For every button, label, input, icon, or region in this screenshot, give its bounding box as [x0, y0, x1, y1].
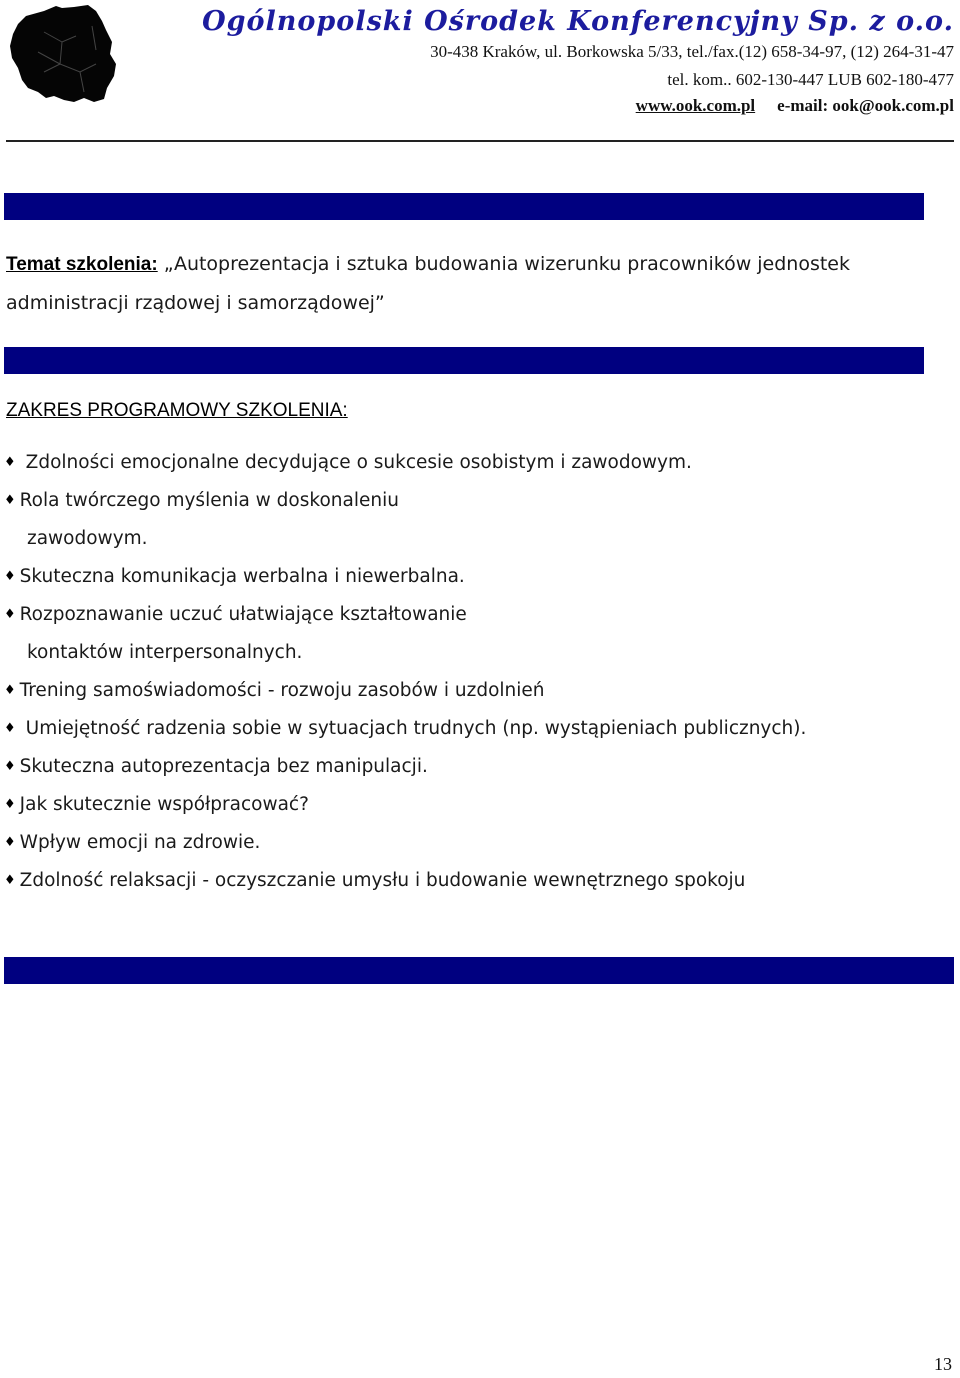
mobile-phones-line: tel. kom.. 602-130-447 LUB 602-180-477: [667, 70, 954, 89]
topic-label: Temat szkolenia:: [6, 254, 158, 275]
address-line: 30-438 Kraków, ul. Borkowska 5/33, tel./fax.(12) 658-34-97, (12) 264-31-47: [430, 42, 954, 61]
diamond-bullet-icon: ♦: [4, 759, 16, 774]
poland-map-icon: [4, 2, 122, 110]
email-address[interactable]: e-mail: ook@ook.com.pl: [777, 96, 954, 115]
list-item: ♦ Zdolność relaksacji - oczyszczanie umysłu i budowanie wewnętrznego spokoju: [4, 870, 746, 891]
website-link[interactable]: www.ook.com.pl: [635, 96, 756, 115]
list-item: ♦ Rola twórczego myślenia w doskonaleniu: [4, 490, 399, 511]
list-item: ♦ Zdolności emocjonalne decydujące o sukcesie osobistym i zawodowym.: [4, 452, 692, 473]
diamond-bullet-icon: ♦: [4, 683, 16, 698]
header-divider: [6, 140, 954, 142]
organization-name: Ogólnopolski Ośrodek Konferencyjny Sp. z o.o.: [202, 6, 954, 37]
list-item-continuation: zawodowym.: [27, 528, 148, 549]
diamond-bullet-icon: ♦: [4, 835, 16, 850]
list-item: ♦ Skuteczna autoprezentacja bez manipulacji.: [4, 756, 428, 777]
diamond-bullet-icon: ♦: [4, 607, 16, 622]
accent-bar: [4, 957, 954, 984]
diamond-bullet-icon: ♦: [4, 455, 16, 470]
program-list: [4, 444, 944, 900]
accent-bar: [4, 193, 924, 220]
list-item: ♦ Umiejętność radzenia sobie w sytuacjach trudnych (np. wystąpieniach publicznych).: [4, 718, 807, 739]
list-item: ♦ Trening samoświadomości - rozwoju zasobów i uzdolnień: [4, 680, 545, 701]
topic-text: „Autoprezentacja i sztuka budowania wizerunku pracowników jednostek administracji rządowej i samorządowej”: [6, 253, 851, 314]
list-item: ♦ Skuteczna komunikacja werbalna i niewerbalna.: [4, 566, 465, 587]
accent-bar: [4, 347, 924, 374]
list-item: ♦ Jak skutecznie współpracować?: [4, 794, 309, 815]
diamond-bullet-icon: ♦: [4, 873, 16, 888]
training-topic: [6, 245, 946, 322]
diamond-bullet-icon: ♦: [4, 493, 16, 508]
list-item: ♦ Rozpoznawanie uczuć ułatwiające kształtowanie: [4, 604, 467, 625]
diamond-bullet-icon: ♦: [4, 569, 16, 584]
contact-line: [636, 96, 954, 116]
diamond-bullet-icon: ♦: [4, 797, 16, 812]
list-item: ♦ Wpływ emocji na zdrowie.: [4, 832, 261, 853]
program-title: ZAKRES PROGRAMOWY SZKOLENIA:: [6, 400, 348, 421]
diamond-bullet-icon: ♦: [4, 721, 16, 736]
page-number: 13: [934, 1354, 952, 1374]
list-item-continuation: kontaktów interpersonalnych.: [27, 642, 303, 663]
